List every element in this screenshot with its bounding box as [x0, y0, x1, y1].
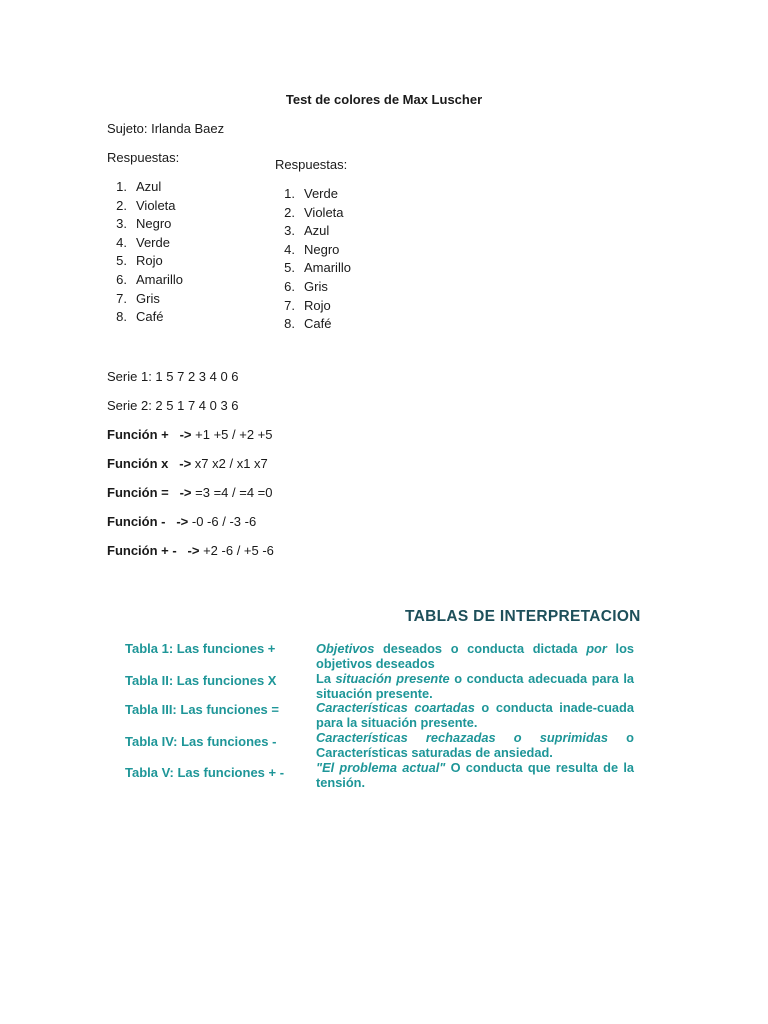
subject-line: Sujeto: Irlanda Baez	[107, 121, 225, 136]
table-4-label: Tabla IV: Las funciones -	[125, 734, 277, 749]
function-line-plus: Función + -> +1 +5 / +2 +5	[107, 427, 273, 442]
table-1-description: Objetivos deseados o conducta dictada por los objetivos deseados	[316, 641, 635, 671]
function-line-minus: Función - -> -0 -6 / -3 -6	[107, 514, 257, 529]
table-4-description: Características rechazadas o suprimidas o Características saturadas de ansiedad.	[316, 730, 634, 760]
series-1: Serie 1: 1 5 7 2 3 4 0 6	[107, 369, 239, 384]
responses-left-label: Respuestas:	[107, 150, 180, 165]
interpretation-title: TABLAS DE INTERPRETACION	[405, 608, 641, 625]
table-5-label: Tabla V: Las funciones + -	[125, 765, 285, 780]
table-2-label: Tabla II: Las funciones X	[125, 673, 277, 688]
function-line-equal: Función = -> =3 =4 / =4 =0	[107, 485, 273, 500]
table-3-description: Características coartadas o conducta inade-cuada para la situación presente.	[316, 700, 634, 730]
table-2-description: La situación presente o conducta adecuada para la situación presente.	[316, 671, 634, 701]
series-2: Serie 2: 2 5 1 7 4 0 3 6	[107, 398, 239, 413]
table-3-label: Tabla III: Las funciones =	[125, 702, 279, 717]
function-line-plus-minus: Función + - -> +2 -6 / +5 -6	[107, 543, 274, 558]
responses-right-label: Respuestas:	[275, 157, 348, 172]
table-5-description: "El problema actual" O conducta que resulta de la tensión.	[316, 760, 634, 790]
table-1-label: Tabla 1: Las funciones +	[125, 641, 276, 656]
page-title: Test de colores de Max Luscher	[285, 92, 483, 107]
function-line-x: Función x -> x7 x2 / x1 x7	[107, 456, 268, 471]
